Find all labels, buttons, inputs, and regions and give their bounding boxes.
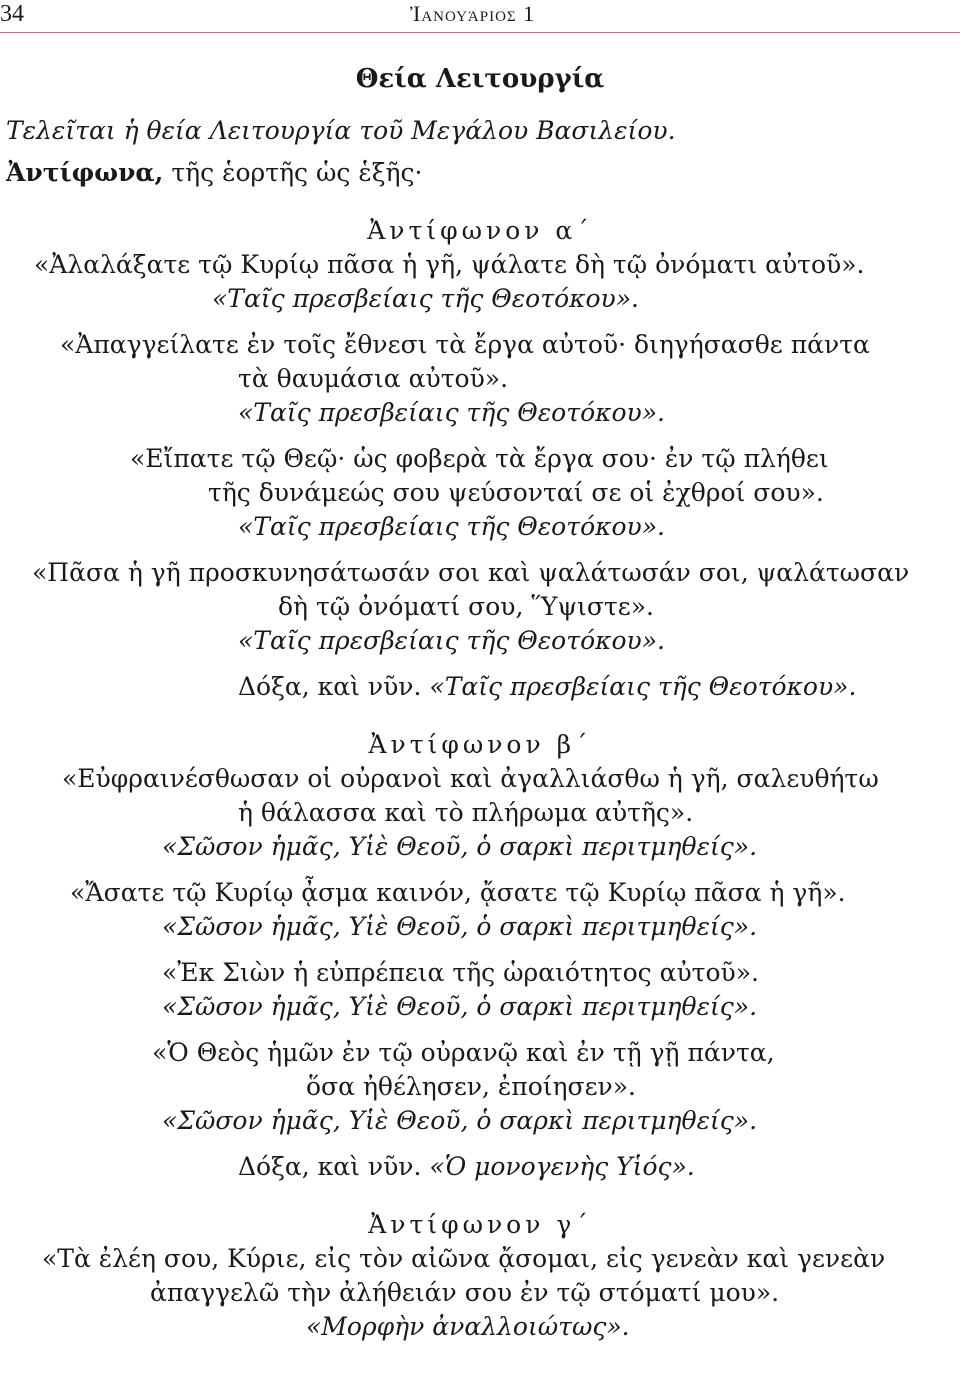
page-header (0, 0, 960, 32)
running-head: Ἰανουάριος 1 (410, 1, 536, 26)
antiphon1-verse3-line2: τῆς δυνάμεώς σου ψεύσονταί σε οἱ ἐχθροί σου». (208, 478, 824, 507)
antiphon2-verse1-line2: ἡ θάλασσα καὶ τὸ πλήρωμα αὐτῆς». (238, 798, 694, 827)
antiphon2-refrain3: «Σῶσον ἡμᾶς, Υἱὲ Θεοῦ, ὁ σαρκὶ περιτμηθείς». (162, 992, 758, 1021)
antiphon2-refrain1: «Σῶσον ἡμᾶς, Υἱὲ Θεοῦ, ὁ σαρκὶ περιτμηθείς». (162, 832, 758, 861)
header-rule (0, 32, 960, 33)
antiphon3-verse1-line2: ἀπαγγελῶ τὴν ἀλήθειάν σου ἐν τῷ στόματί μου». (150, 1278, 780, 1307)
antiphon2-doxa-text: Δόξα, καὶ νῦν. (238, 1152, 422, 1181)
antiphon1-verse2-line2: τὰ θαυμάσια αὐτοῦ». (238, 364, 509, 393)
antiphon1-verse3-line1: «Εἴπατε τῷ Θεῷ· ὡς φοβερὰ τὰ ἔργα σου· ἐν τῷ πλήθει (130, 444, 829, 473)
antiphon1-refrain1: «Ταῖς πρεσβείαις τῆς Θεοτόκου». (212, 284, 640, 313)
antiphon2-verse1-line1: «Εὐφραινέσθωσαν οἱ οὐρανοὶ καὶ ἀγαλλιάσθω ἡ γῆ, σαλευθήτω (62, 764, 879, 793)
antiphon2-refrain4: «Σῶσον ἡμᾶς, Υἱὲ Θεοῦ, ὁ σαρκὶ περιτμηθείς». (162, 1106, 758, 1135)
antiphon3-heading: Ἀντίφωνον γ΄ (368, 1210, 592, 1239)
antiphon2-refrain2: «Σῶσον ἡμᾶς, Υἱὲ Θεοῦ, ὁ σαρκὶ περιτμηθείς». (162, 912, 758, 941)
antiphon1-refrain2: «Ταῖς πρεσβείαις τῆς Θεοτόκου». (238, 398, 666, 427)
antiphon3-refrain1: «Μορφὴν ἀναλλοιώτως». (306, 1312, 630, 1341)
antiphon2-verse2: «Ἄσατε τῷ Κυρίῳ ᾆσμα καινόν, ᾄσατε τῷ Κυρίῳ πᾶσα ἡ γῆ». (70, 878, 846, 907)
antiphon1-doxa-refrain: «Ταῖς πρεσβείαις τῆς Θεοτόκου». (421, 672, 857, 701)
antiphon1-refrain4: «Ταῖς πρεσβείαις τῆς Θεοτόκου». (238, 626, 666, 655)
antiphon2-doxa (238, 1150, 695, 1184)
antiphon1-refrain3: «Ταῖς πρεσβείαις τῆς Θεοτόκου». (238, 512, 666, 541)
antiphon1-verse2-line1: «Ἀπαγγείλατε ἐν τοῖς ἔθνεσι τὰ ἔργα αὐτοῦ· διηγήσασθε πάντα (60, 330, 870, 359)
antiphon1-verse4-line2: δὴ τῷ ὀνόματί σου, Ὕψιστε». (278, 592, 654, 621)
antiphon2-heading: Ἀντίφωνον β΄ (368, 730, 592, 759)
antiphon1-verse1: «Ἀλαλάξατε τῷ Κυρίῳ πᾶσα ἡ γῆ, ψάλατε δὴ τῷ ὀνόματι αὐτοῦ». (34, 250, 865, 279)
antiphona-rest: τῆς ἑορτῆς ὡς ἑξῆς· (163, 158, 423, 187)
antiphon1-verse4-line1: «Πᾶσα ἡ γῆ προσκυνησάτωσάν σοι καὶ ψαλάτωσάν σοι, ψαλάτωσαν (32, 558, 910, 587)
antiphona-intro (6, 156, 422, 190)
antiphon2-doxa-refrain: «Ὁ μονογενὴς Υἱός». (421, 1152, 695, 1181)
antiphon1-doxa-text: Δόξα, καὶ νῦν. (238, 672, 422, 701)
section-title: Θεία Λειτουργία (355, 64, 605, 94)
antiphon1-doxa (238, 670, 856, 704)
antiphona-label: Ἀντίφωνα, (6, 158, 164, 187)
antiphon2-verse4-line2: ὅσα ἠθέλησεν, ἐποίησεν». (306, 1072, 636, 1101)
antiphon3-verse1-line1: «Τὰ ἐλέη σου, Κύριε, εἰς τὸν αἰῶνα ᾄσομαι, εἰς γενεὰν καὶ γενεὰν (42, 1244, 886, 1273)
antiphon2-verse4-line1: «Ὁ Θεὸς ἡμῶν ἐν τῷ οὐρανῷ καὶ ἐν τῇ γῇ πάντα, (152, 1038, 775, 1067)
page-number: 34 (0, 1, 24, 27)
antiphon1-heading: Ἀντίφωνον α΄ (367, 216, 593, 245)
antiphon2-verse3: «Ἐκ Σιὼν ἡ εὐπρέπεια τῆς ὡραιότητος αὐτοῦ». (162, 958, 759, 987)
intro-line: Τελεῖται ἡ θεία Λειτουργία τοῦ Μεγάλου Βασιλείου. (6, 116, 676, 145)
